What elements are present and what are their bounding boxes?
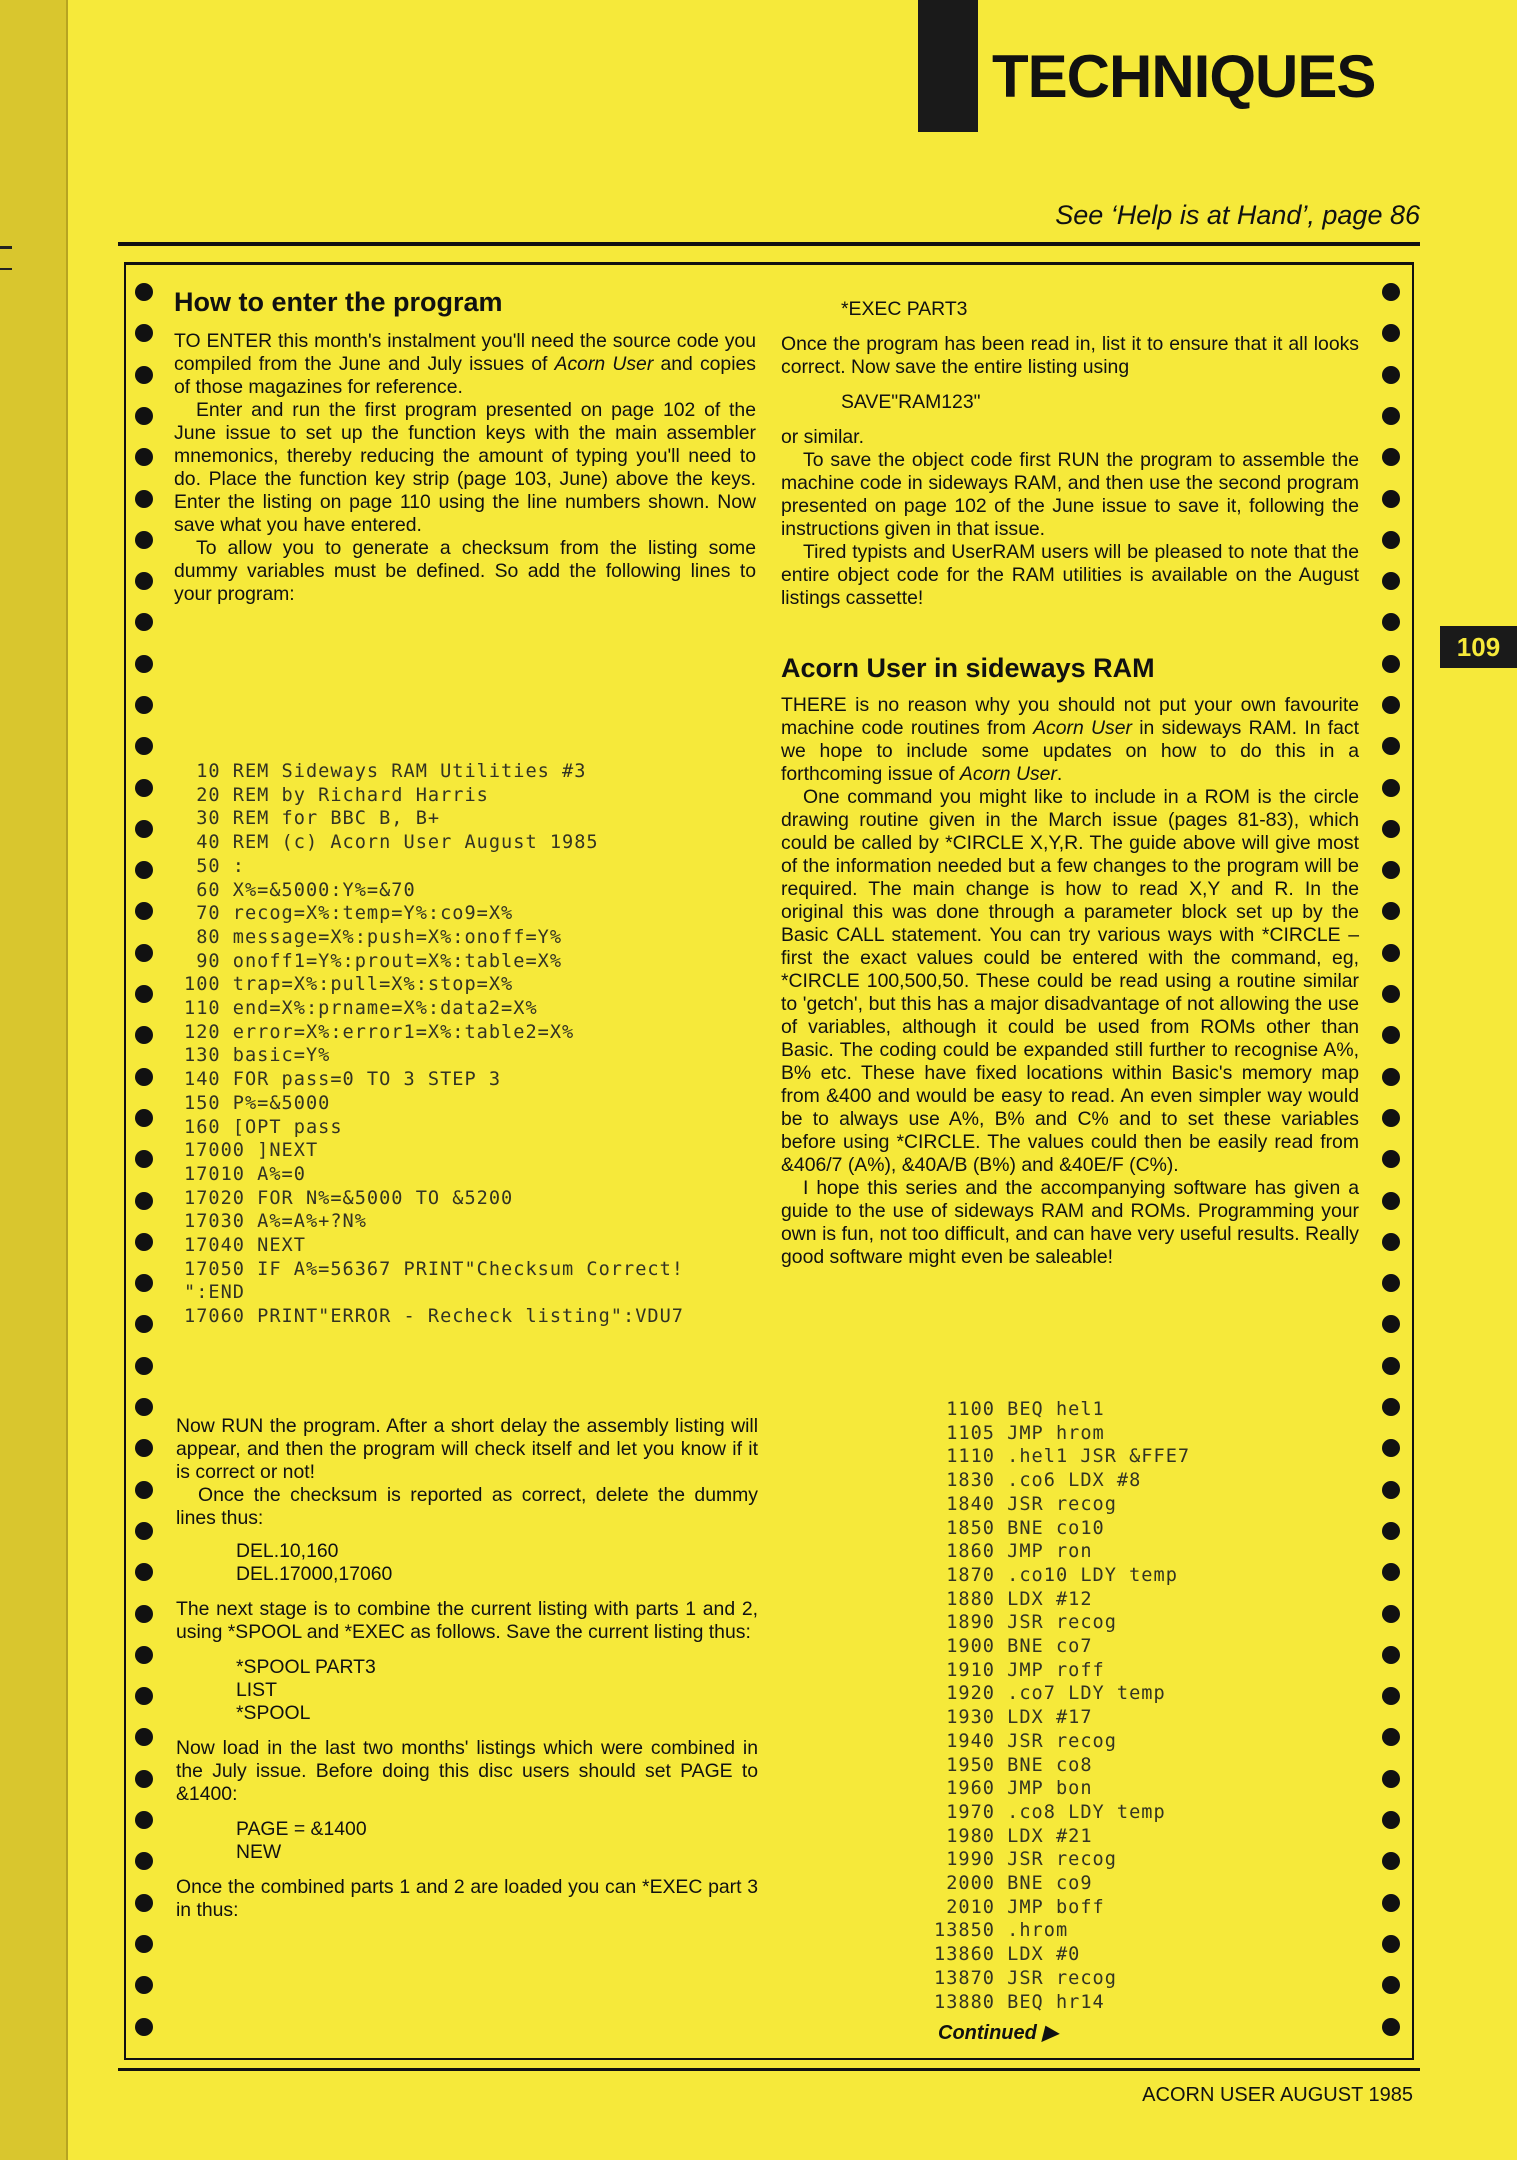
code-line: 17060 PRINT"ERROR - Recheck listing":VDU7 xyxy=(184,1306,684,1328)
code-line: 1870 .co10 LDY temp xyxy=(934,1564,1178,1586)
feed-hole xyxy=(135,944,153,962)
feed-hole xyxy=(1382,1192,1400,1210)
code-line: 2000 BNE co9 xyxy=(934,1873,1093,1895)
feed-hole xyxy=(1382,1935,1400,1953)
paragraph: Now load in the last two months' listings which were combined in the July issue. Before doing this disc users should set PAGE to &1400: xyxy=(176,1737,758,1805)
code-line: 1970 .co8 LDY temp xyxy=(934,1801,1166,1823)
code-line: 1105 JMP hrom xyxy=(934,1422,1105,1444)
feed-hole xyxy=(135,1770,153,1788)
feed-hole xyxy=(135,902,153,920)
code-line: 1900 BNE co7 xyxy=(934,1636,1093,1658)
code-line: 60 X%=&5000:Y%=&70 xyxy=(184,879,416,901)
feed-hole xyxy=(135,572,153,590)
code-line: 120 error=X%:error1=X%:table2=X% xyxy=(184,1021,575,1043)
code-line: 70 recog=X%:temp=Y%:co9=X% xyxy=(184,903,514,925)
command-line: PAGE = &1400 xyxy=(236,1818,367,1840)
code-line: 110 end=X%:prname=X%:data2=X% xyxy=(184,998,538,1020)
code-line: 160 [OPT pass xyxy=(184,1116,343,1138)
previous-page-edge xyxy=(0,0,68,2160)
feed-hole xyxy=(1382,1605,1400,1623)
feed-hole xyxy=(135,1728,153,1746)
right-column xyxy=(781,298,1359,1269)
code-line: 10 REM Sideways RAM Utilities #3 xyxy=(184,761,587,782)
feed-hole xyxy=(135,407,153,425)
feed-hole xyxy=(1382,1233,1400,1251)
feed-hole xyxy=(1382,902,1400,920)
code-line: 17030 A%=A%+?N% xyxy=(184,1211,367,1233)
feed-hole xyxy=(1382,366,1400,384)
feed-hole xyxy=(135,696,153,714)
code-line: 13860 LDX #0 xyxy=(934,1944,1081,1966)
feed-hole xyxy=(135,1109,153,1127)
feed-hole xyxy=(1382,737,1400,755)
code-line: 13850 .hrom xyxy=(934,1920,1069,1942)
feed-hole xyxy=(135,1852,153,1870)
feed-hole xyxy=(1382,1563,1400,1581)
paragraph: Now RUN the program. After a short delay the assembly listing will appear, and then the program will check itself and let you know if it is correct or not! xyxy=(176,1415,758,1483)
feed-hole xyxy=(1382,1894,1400,1912)
feed-hole xyxy=(135,1398,153,1416)
feed-hole xyxy=(1382,283,1400,301)
feed-hole xyxy=(135,490,153,508)
code-line: 1850 BNE co10 xyxy=(934,1517,1105,1539)
feed-hole xyxy=(1382,820,1400,838)
feed-hole xyxy=(135,1894,153,1912)
paragraph: TO ENTER this month's instalment you'll need the source code you compiled from the June and July issues of Acorn User and copies of those magazines for reference. xyxy=(174,330,756,398)
feed-hole xyxy=(135,613,153,631)
paragraph: To save the object code first RUN the program to assemble the machine code in sideways RAM, and then use the second program presented on page 102 of the June issue to save it, following the instructions given in that issue. xyxy=(781,449,1359,540)
code-line: 1980 LDX #21 xyxy=(934,1825,1093,1847)
left-column-lower xyxy=(176,1415,758,1922)
code-line: 17050 IF A%=56367 PRINT"Checksum Correct! xyxy=(184,1258,684,1280)
feed-hole xyxy=(1382,944,1400,962)
feed-hole xyxy=(135,2018,153,2036)
paragraph: To allow you to generate a checksum from the listing some dummy variables must be defined. So add the following lines to your program: xyxy=(174,537,756,605)
feed-hole xyxy=(1382,572,1400,590)
code-line: 20 REM by Richard Harris xyxy=(184,784,489,806)
feed-hole xyxy=(1382,696,1400,714)
code-line: 1940 JSR recog xyxy=(934,1730,1117,1752)
paragraph: Once the combined parts 1 and 2 are loaded you can *EXEC part 3 in thus: xyxy=(176,1876,758,1921)
feed-hole xyxy=(1382,1068,1400,1086)
code-line: 17010 A%=0 xyxy=(184,1163,306,1185)
feed-hole xyxy=(135,737,153,755)
feed-hole xyxy=(1382,655,1400,673)
feed-hole xyxy=(1382,1646,1400,1664)
feed-hole xyxy=(135,448,153,466)
page-footer: ACORN USER AUGUST 1985 xyxy=(1142,2084,1413,2106)
feed-hole xyxy=(1382,1976,1400,1994)
feed-hole xyxy=(135,324,153,342)
feed-hole xyxy=(1382,779,1400,797)
feed-hole xyxy=(1382,531,1400,549)
code-line: 130 basic=Y% xyxy=(184,1045,331,1067)
checksum-listing xyxy=(184,760,764,1329)
feed-hole xyxy=(135,1274,153,1292)
code-line: 80 message=X%:push=X%:onoff=Y% xyxy=(184,926,563,948)
previous-page-rule xyxy=(0,246,12,249)
continued-note: Continued ▶ xyxy=(938,2022,1058,2044)
code-line: 1830 .co6 LDX #8 xyxy=(934,1470,1142,1492)
code-line: 1890 JSR recog xyxy=(934,1612,1117,1634)
feed-hole xyxy=(135,985,153,1003)
code-line: 1920 .co7 LDY temp xyxy=(934,1683,1166,1705)
command-line: *EXEC PART3 xyxy=(841,298,968,320)
assembler-listing xyxy=(934,1398,1354,2014)
code-line: 1880 LDX #12 xyxy=(934,1588,1093,1610)
paragraph: Enter and run the first program presented on page 102 of the June issue to set up the function keys with the main assembler mnemonics, thereby reducing the amount of typing you'll need to do. Place the function key strip (page 103, June) above the keys. Enter the listing on page 110 using the line numbers shown. Now save what you have entered. xyxy=(174,399,756,536)
feed-hole xyxy=(1382,1357,1400,1375)
feed-hole xyxy=(135,820,153,838)
code-line: 30 REM for BBC B, B+ xyxy=(184,808,441,830)
code-line: 13880 BEQ hr14 xyxy=(934,1991,1105,2013)
code-line: 1990 JSR recog xyxy=(934,1849,1117,1871)
code-line: 50 : xyxy=(184,855,245,877)
paragraph: Tired typists and UserRAM users will be pleased to note that the entire object code for the RAM utilities is available on the August listings cassette! xyxy=(781,541,1359,609)
feed-hole xyxy=(1382,2018,1400,2036)
feed-hole xyxy=(135,1233,153,1251)
code-line: 1860 JMP ron xyxy=(934,1541,1093,1563)
feed-hole xyxy=(135,861,153,879)
code-line: 1950 BNE co8 xyxy=(934,1754,1093,1776)
command-line: *SPOOL PART3 xyxy=(236,1656,376,1678)
code-line: 1110 .hel1 JSR &FFE7 xyxy=(934,1446,1191,1468)
code-line: 140 FOR pass=0 TO 3 STEP 3 xyxy=(184,1069,502,1091)
feed-hole xyxy=(1382,1439,1400,1457)
command-line: NEW xyxy=(236,1841,282,1863)
feed-hole xyxy=(135,1150,153,1168)
code-line: 150 P%=&5000 xyxy=(184,1092,331,1114)
paragraph: Once the checksum is reported as correct, delete the dummy lines thus: xyxy=(176,1484,758,1529)
code-line: 1960 JMP bon xyxy=(934,1778,1093,1800)
feed-hole xyxy=(1382,448,1400,466)
paragraph: or similar. xyxy=(781,426,864,448)
code-line: 1840 JSR recog xyxy=(934,1493,1117,1515)
paragraph: Once the program has been read in, list it to ensure that it all looks correct. Now save the entire listing using xyxy=(781,333,1359,378)
paragraph: The next stage is to combine the current listing with parts 1 and 2, using *SPOOL and *EXEC as follows. Save the current listing thus: xyxy=(176,1598,758,1643)
feed-hole xyxy=(135,1563,153,1581)
paragraph: One command you might like to include in a ROM is the circle drawing routine given in the March issue (pages 81-83), which could be called by *CIRCLE X,Y,R. The guide above will give most of the information needed but a few changes to the program will be required. The main change is how to read X,Y and R. In the original this was done through a parameter block set up by the Basic CALL statement. You can try various ways with *CIRCLE – first the exact values could be entered with the command, eg, *CIRCLE 100,500,50. These could be read using a routine similar to 'getch', but this has a major disadvantage of not allowing the use of variables, although it could be used from ROMs other than Basic. The coding could be expanded still further to recognise A%, B% etc. These have fixed locations within Basic's memory map from &400 and would be easy to read. An even simpler way would be to always use A%, B% and C% and to set these variables before using *CIRCLE. The values could then be easily read from &406/7 (A%), &40A/B (B%) and &40E/F (C%). xyxy=(781,786,1359,1176)
feed-hole xyxy=(1382,407,1400,425)
command-line: DEL.10,160 xyxy=(236,1540,339,1562)
feed-hole xyxy=(135,1026,153,1044)
feed-hole xyxy=(135,1481,153,1499)
feed-hole xyxy=(135,531,153,549)
command-line: SAVE"RAM123" xyxy=(841,391,981,413)
feed-hole xyxy=(1382,1481,1400,1499)
feed-hole xyxy=(1382,1728,1400,1746)
feed-hole xyxy=(135,1646,153,1664)
feed-hole xyxy=(1382,1811,1400,1829)
feed-hole xyxy=(1382,1274,1400,1292)
feed-hole xyxy=(135,283,153,301)
feed-hole xyxy=(1382,1026,1400,1044)
paragraph: THERE is no reason why you should not put your own favourite machine code routines from Acorn User in sideways RAM. In fact we hope to include some updates on how to do this in a forthcoming issue of Acorn User. xyxy=(781,694,1360,785)
code-line: 2010 JMP boff xyxy=(934,1896,1105,1918)
previous-page-rule xyxy=(0,268,12,270)
feed-hole xyxy=(135,1935,153,1953)
page-number-tab: 109 xyxy=(1440,626,1517,668)
feed-hole xyxy=(1382,1770,1400,1788)
feed-hole xyxy=(135,1811,153,1829)
feed-hole xyxy=(1382,1687,1400,1705)
code-line: 1910 JMP roff xyxy=(934,1659,1105,1681)
code-line: 13870 JSR recog xyxy=(934,1967,1117,1989)
feed-hole xyxy=(1382,1852,1400,1870)
heading-sideways-ram: Acorn User in sideways RAM xyxy=(781,653,1155,683)
code-line: 17000 ]NEXT xyxy=(184,1140,319,1162)
code-line: 17020 FOR N%=&5000 TO &5200 xyxy=(184,1187,514,1209)
feed-hole xyxy=(1382,1398,1400,1416)
feed-hole xyxy=(1382,1315,1400,1333)
feed-hole xyxy=(135,779,153,797)
feed-hole xyxy=(135,1357,153,1375)
code-line: 40 REM (c) Acorn User August 1985 xyxy=(184,832,599,854)
code-line: 17040 NEXT xyxy=(184,1235,306,1257)
left-column xyxy=(174,286,756,606)
feed-hole xyxy=(1382,490,1400,508)
feed-hole xyxy=(135,1687,153,1705)
feed-hole xyxy=(135,1192,153,1210)
feed-hole xyxy=(1382,613,1400,631)
feed-hole xyxy=(1382,861,1400,879)
command-line: LIST xyxy=(236,1679,277,1701)
feed-hole xyxy=(135,1605,153,1623)
code-line: 1930 LDX #17 xyxy=(934,1707,1093,1729)
command-line: *SPOOL xyxy=(236,1702,311,1724)
code-line: 1100 BEQ hel1 xyxy=(934,1399,1105,1420)
feed-hole xyxy=(135,655,153,673)
heading-enter-program: How to enter the program xyxy=(174,287,503,317)
feed-hole xyxy=(1382,324,1400,342)
section-bar xyxy=(918,0,978,132)
feed-hole xyxy=(135,1315,153,1333)
code-line: 100 trap=X%:pull=X%:stop=X% xyxy=(184,974,514,996)
command-line: DEL.17000,17060 xyxy=(236,1563,393,1585)
code-line: ":END xyxy=(184,1282,245,1304)
feed-hole xyxy=(135,1439,153,1457)
feed-hole xyxy=(1382,1109,1400,1127)
feed-hole xyxy=(1382,1150,1400,1168)
feed-hole xyxy=(135,1522,153,1540)
feed-hole xyxy=(1382,1522,1400,1540)
code-line: 90 onoff1=Y%:prout=X%:table=X% xyxy=(184,950,563,972)
feed-hole xyxy=(1382,985,1400,1003)
feed-hole xyxy=(135,1068,153,1086)
paragraph: I hope this series and the accompanying software has given a guide to the use of sideways RAM and ROMs. Programming your own is fun, not too difficult, and can have very useful results. Really good software might even be saleable! xyxy=(781,1177,1359,1268)
feed-hole xyxy=(135,1976,153,1994)
see-help-note: See ‘Help is at Hand’, page 86 xyxy=(1055,200,1420,230)
section-title: TECHNIQUES xyxy=(992,43,1376,110)
feed-hole xyxy=(135,366,153,384)
